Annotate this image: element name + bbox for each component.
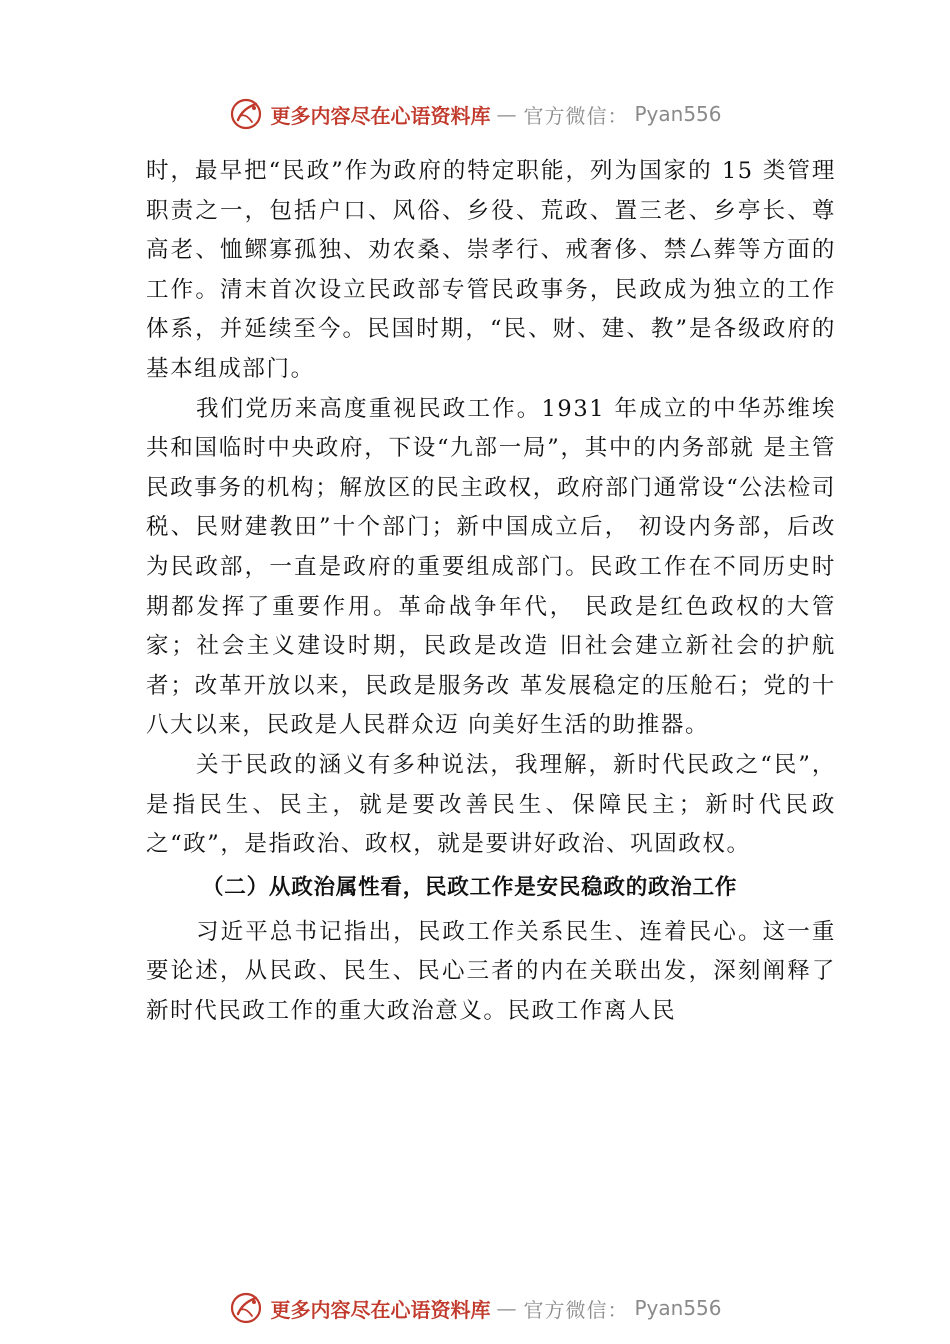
footer-watermark (0, 1288, 950, 1328)
watermark-wechat-id: Pyan556 (634, 102, 722, 126)
watermark-site-name: 更多内容尽在心语资料库 (270, 1297, 491, 1322)
watermark-wechat-label: 官方微信： (523, 1297, 629, 1322)
watermark-wechat-id: Pyan556 (634, 1296, 722, 1320)
paragraph-closing: 习近平总书记指出，民政工作关系民生、连着民心。这一重要论述，从民政、民生、民心三者的内在关联出发，深刻阐释了新时代民政工作的重大政治意义。民政工作离人民 (146, 918, 836, 1024)
paragraph-history: 时，最早把“民政”作为政府的特定职能，列为国家的 15 类管理职责之一，包括户口、风俗、乡役、荒政、置三老、乡亭长、尊高老、恤鳏寡孤独、劝农桑、崇孝行、戒奢侈、禁厶葬等方面的工作。清末首次设立民政部专管民政事务，民政成为独立的工作体系，并延续至今。民国时期，“民、财、建、教”是各级政府的基本组成部门。 (146, 158, 836, 382)
watermark-dash: — (496, 102, 518, 126)
paragraph-party: 我们党历来高度重视民政工作。1931 年成立的中华苏维埃共和国临时中央政府，下设“九部一局”，其中的内务部就 是主管民政事务的机构；解放区的民主政权，政府部门通常设“公法检司税、民财建教田”十个部门；新中国成立后， 初设内务部，后改为民政部，一直是政府的重要组成部门。民政工作在不同历史时期都发挥了重要作用。革命战争年代， 民政是红色政权的大管家；社会主义建设时期，民政是改造 旧社会建立新社会的护航者；改革开放以来，民政是服务改 革发展稳定的压舱石；党的十八大以来，民政是人民群众迈 向美好生活的助推器。 (146, 395, 836, 739)
section-heading: （二）从政治属性看，民政工作是安民稳政的政治工作 (202, 874, 738, 900)
document-body (146, 152, 836, 1031)
paragraph-meaning: 关于民政的涵义有多种说法，我理解，新时代民政之“民”，是指民生、民主，就是要改善民生、保障民主；新时代民政之“政”，是指政治、政权，就是要讲好政治、巩固政权。 (146, 751, 836, 858)
logo-icon (228, 1290, 264, 1326)
logo-icon (228, 96, 264, 132)
header-watermark (0, 94, 950, 134)
watermark-dash: — (496, 1296, 518, 1320)
watermark-site-name: 更多内容尽在心语资料库 (270, 103, 491, 128)
watermark-wechat-label: 官方微信： (523, 103, 629, 128)
